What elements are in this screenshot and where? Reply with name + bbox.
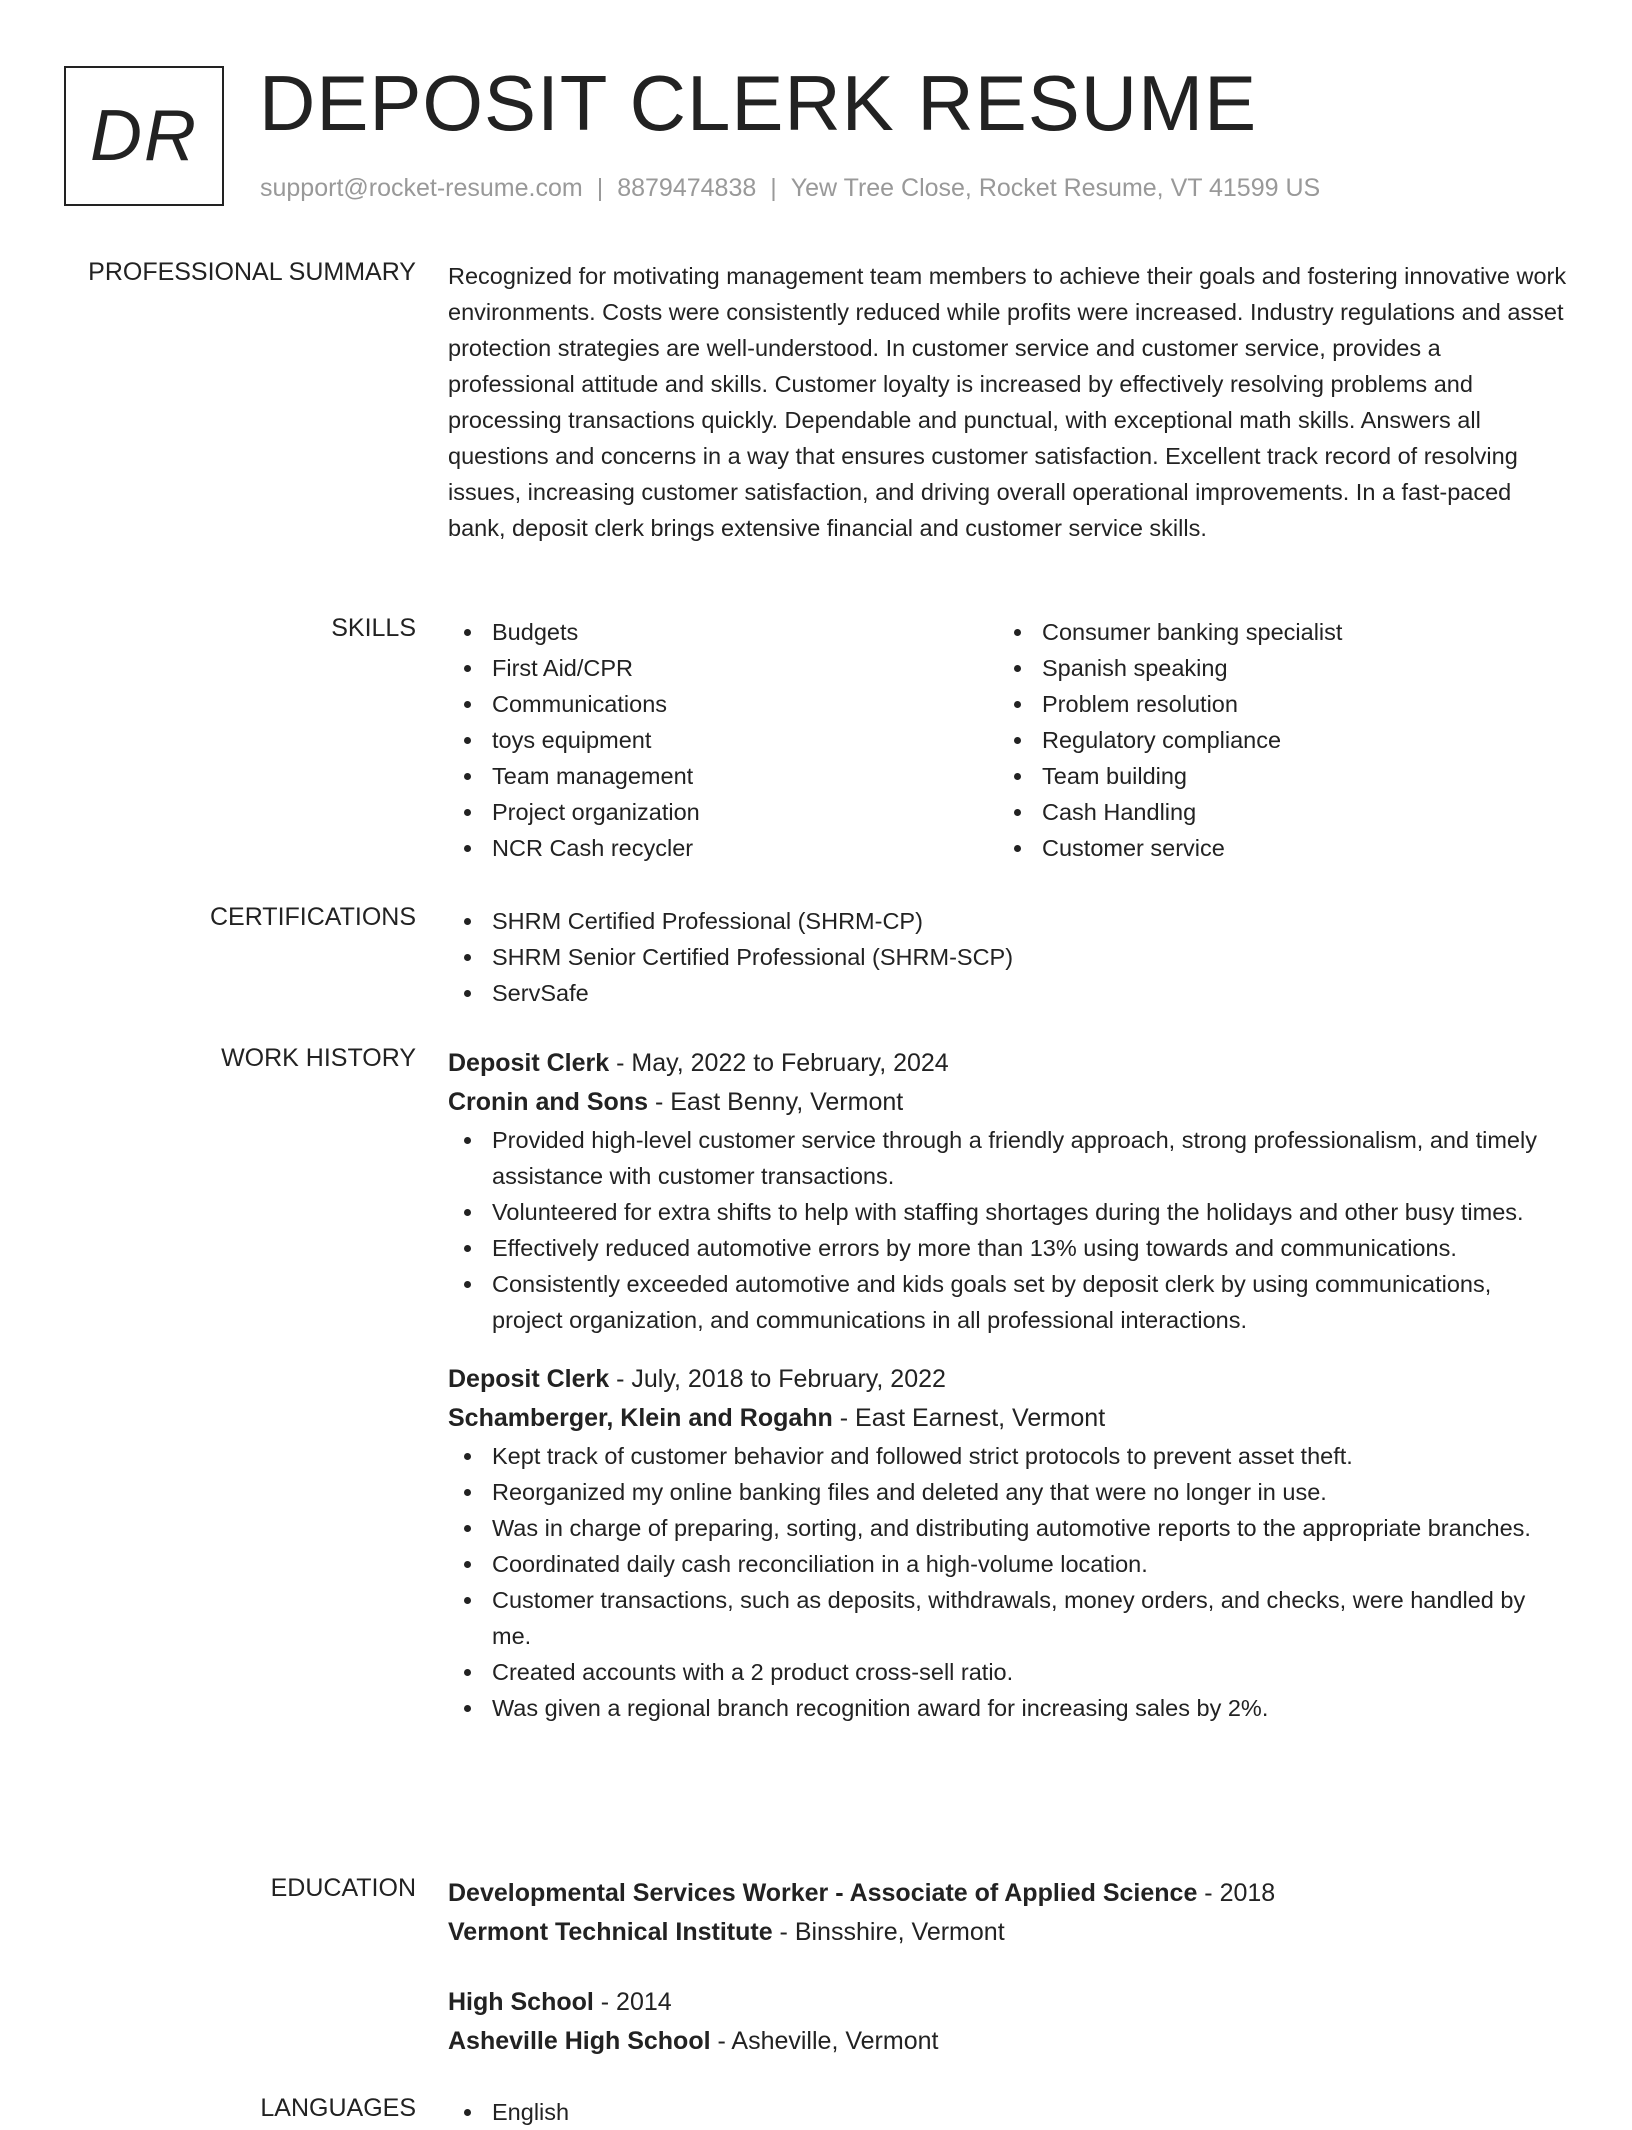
job-title-line — [448, 1044, 1568, 1083]
degree-year: - 2014 — [593, 1988, 672, 2016]
section-label: SKILLS — [331, 614, 416, 642]
duty-item: Created accounts with a 2 product cross-sell ratio. — [448, 1654, 1568, 1690]
degree-year: - 2018 — [1197, 1879, 1276, 1907]
school-line — [448, 2022, 1568, 2061]
certification-item: ServSafe — [448, 975, 1568, 1011]
education-entry — [448, 1983, 1568, 2061]
skill-item: First Aid/CPR — [448, 650, 998, 686]
skills-list-right — [998, 614, 1548, 866]
certifications-list — [448, 903, 1568, 1011]
contact-line — [260, 174, 1320, 203]
job-location: - East Earnest, Vermont — [832, 1404, 1106, 1432]
job-location: - East Benny, Vermont — [648, 1088, 904, 1116]
resume-title: DEPOSIT CLERK RESUME — [259, 59, 1258, 147]
duty-item: Volunteered for extra shifts to help with staffing shortages during the holidays and other busy times. — [448, 1194, 1568, 1230]
section-label: CERTIFICATIONS — [209, 903, 416, 931]
skill-item: toys equipment — [448, 722, 998, 758]
job-duties-list — [448, 1438, 1568, 1726]
contact-email[interactable]: support@rocket-resume.com — [260, 174, 583, 202]
languages-list — [448, 2094, 1568, 2130]
duty-item: Reorganized my online banking files and deleted any that were no longer in use. — [448, 1474, 1568, 1510]
contact-separator: | — [770, 174, 777, 202]
school-name: Asheville High School — [448, 2027, 711, 2055]
job-company-line — [448, 1399, 1568, 1438]
school-location: - Binsshire, Vermont — [772, 1918, 1005, 1946]
skill-item: Communications — [448, 686, 998, 722]
job-duties-list — [448, 1122, 1568, 1338]
job-entry — [448, 1360, 1568, 1726]
duty-item: Provided high-level customer service through a friendly approach, strong professionalism, and timely assistance with customer transactions. — [448, 1122, 1568, 1194]
job-dates: - May, 2022 to February, 2024 — [609, 1049, 949, 1077]
job-title: Deposit Clerk — [448, 1049, 610, 1077]
job-entry — [448, 1044, 1568, 1338]
school-line — [448, 1913, 1568, 1952]
section-label: WORK HISTORY — [221, 1044, 416, 1072]
skill-item: Project organization — [448, 794, 998, 830]
duty-item: Consistently exceeded automotive and kids goals set by deposit clerk by using communications, project organization, and communications in all professional interactions. — [448, 1266, 1568, 1338]
certification-item: SHRM Certified Professional (SHRM-CP) — [448, 903, 1568, 939]
skill-item: Problem resolution — [998, 686, 1548, 722]
section-label: EDUCATION — [270, 1874, 416, 1902]
section-label: PROFESSIONAL SUMMARY — [88, 258, 416, 286]
job-company: Schamberger, Klein and Rogahn — [448, 1404, 833, 1432]
job-company-line — [448, 1083, 1568, 1122]
duty-item: Was given a regional branch recognition award for increasing sales by 2%. — [448, 1690, 1568, 1726]
summary-text: Recognized for motivating management team members to achieve their goals and fostering innovative work environments. Costs were consistently reduced while profits were increased. Industry regulations and asset protection strategies are well-understood. In customer service and customer service, provides a professional attitude and skills. Customer loyalty is increased by effectively resolving problems and processing transactions quickly. Dependable and punctual, with exceptional math skills. Answers all questions and concerns in a way that ensures customer satisfaction. Excellent track record of resolving issues, increasing customer satisfaction, and driving overall operational improvements. In a fast-paced bank, deposit clerk brings extensive financial and customer service skills. — [448, 263, 1567, 541]
initials-monogram: DR — [64, 66, 224, 206]
skill-item: NCR Cash recycler — [448, 830, 998, 866]
skill-item: Team building — [998, 758, 1548, 794]
skill-item: Budgets — [448, 614, 998, 650]
job-title: Deposit Clerk — [448, 1365, 610, 1393]
job-title-line — [448, 1360, 1568, 1399]
duty-item: Was in charge of preparing, sorting, and distributing automotive reports to the appropriate branches. — [448, 1510, 1568, 1546]
skill-item: Regulatory compliance — [998, 722, 1548, 758]
job-company: Cronin and Sons — [448, 1088, 648, 1116]
certification-item: SHRM Senior Certified Professional (SHRM-SCP) — [448, 939, 1568, 975]
skills-list-left — [448, 614, 998, 866]
contact-phone[interactable]: 8879474838 — [617, 174, 757, 202]
job-dates: - July, 2018 to February, 2022 — [609, 1365, 946, 1393]
section-label: LANGUAGES — [260, 2094, 416, 2122]
degree-line — [448, 1874, 1568, 1913]
skill-item: Consumer banking specialist — [998, 614, 1548, 650]
skill-item: Team management — [448, 758, 998, 794]
duty-item: Effectively reduced automotive errors by more than 13% using towards and communications. — [448, 1230, 1568, 1266]
degree-line — [448, 1983, 1568, 2022]
contact-separator: | — [596, 174, 604, 202]
duty-item: Customer transactions, such as deposits, withdrawals, money orders, and checks, were handled by me. — [448, 1582, 1568, 1654]
school-location: - Asheville, Vermont — [710, 2027, 939, 2055]
degree-name: Developmental Services Worker - Associate of Applied Science — [448, 1879, 1198, 1907]
education-entry — [448, 1874, 1568, 1952]
skill-item: Spanish speaking — [998, 650, 1548, 686]
contact-address: Yew Tree Close, Rocket Resume, VT 41599 US — [790, 174, 1321, 202]
degree-name: High School — [448, 1988, 594, 2016]
skill-item: Cash Handling — [998, 794, 1548, 830]
school-name: Vermont Technical Institute — [448, 1918, 773, 1946]
skill-item: Customer service — [998, 830, 1548, 866]
duty-item: Coordinated daily cash reconciliation in a high-volume location. — [448, 1546, 1568, 1582]
language-item: English — [448, 2094, 1568, 2130]
duty-item: Kept track of customer behavior and followed strict protocols to prevent asset theft. — [448, 1438, 1568, 1474]
